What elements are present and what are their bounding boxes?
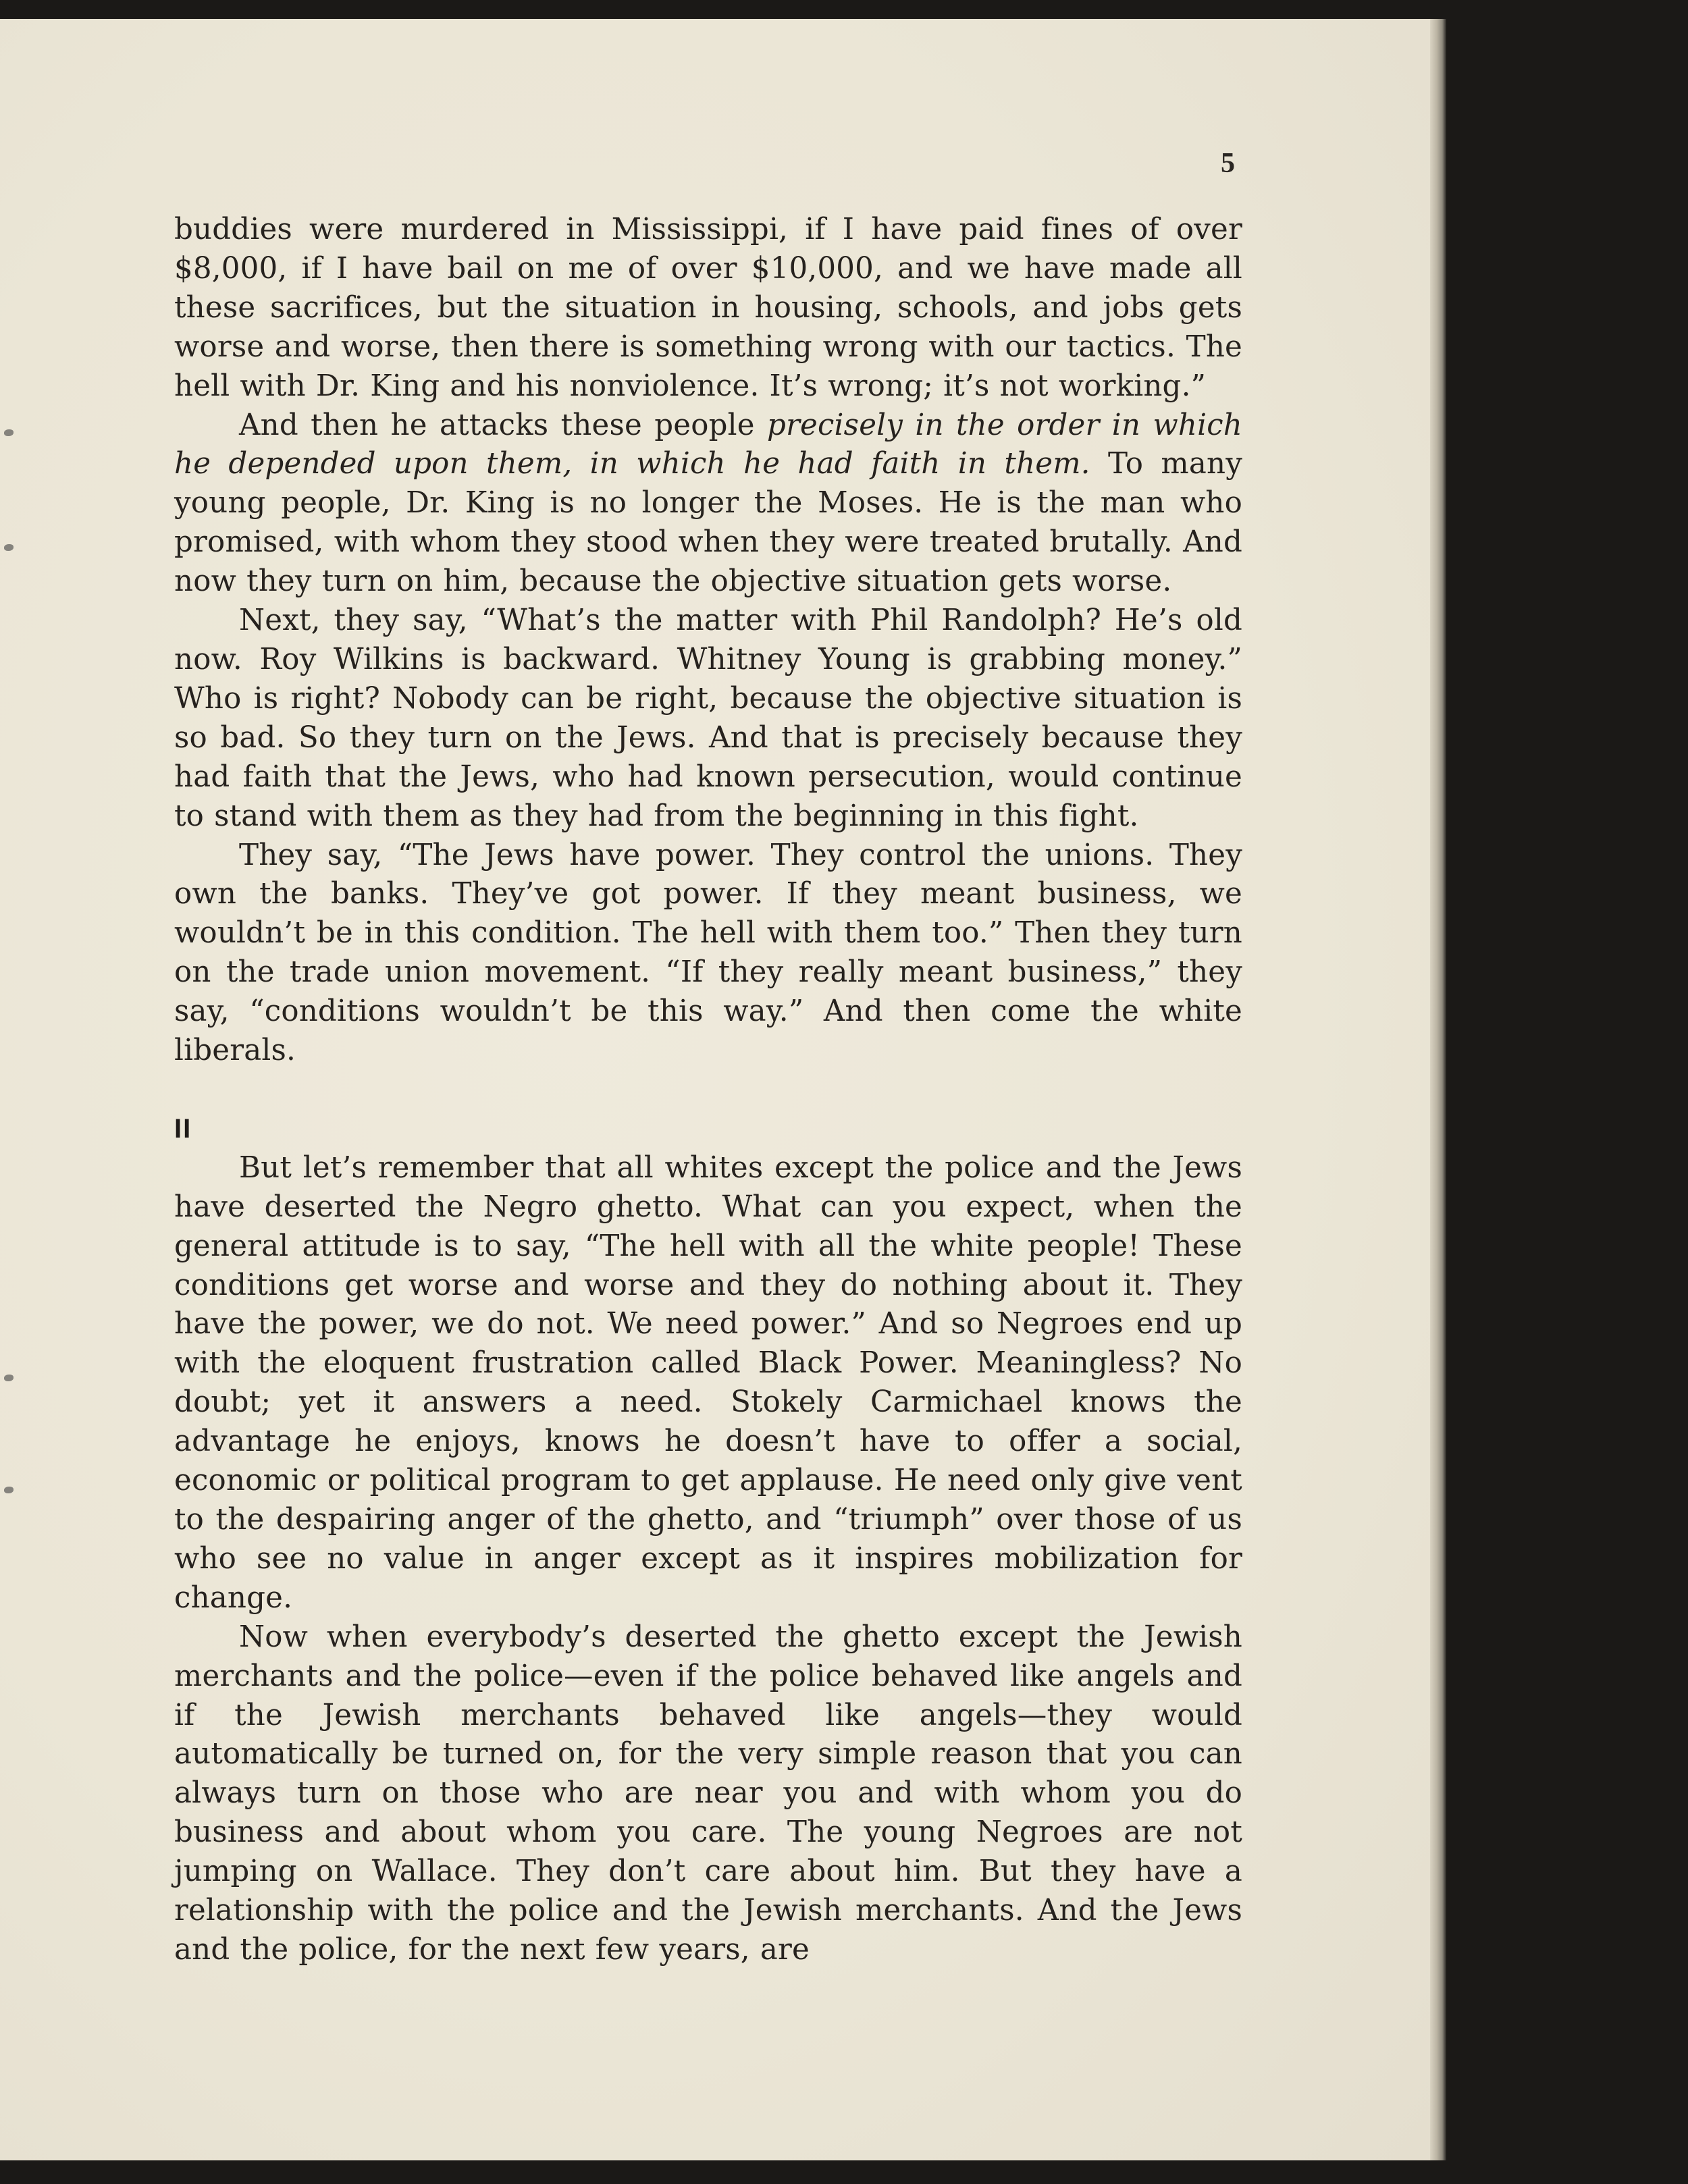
page-edge xyxy=(1430,19,1446,2160)
text-segment: To many young people, Dr. King is no longer the Moses. He is the man who promised, with whom they stood when they were treated brutally. And now they turn on him, because the objective situation gets worse. xyxy=(174,447,1243,599)
text-segment: buddies were murdered in Mississippi, if I have paid fines of over $8,000, if I have bail on me of over $10,000, and we have made all these sacrifices, but the situation in housing, schools, and jobs gets worse and worse, then there is something wrong with our tactics. The hell with Dr. King and his nonviolence. It’s wrong; it’s not working.” xyxy=(174,213,1242,403)
text-segment: And then he attacks these people xyxy=(239,408,768,442)
text-segment: But let’s remember that all whites except the police and the Jews have deserted the Negro ghetto. What can you expect, when the general attitude is to say, “The hell with all the white people! These conditions get worse and worse and they do nothing about it. They have the power, we do not. We need power.” And so Negroes end up with the eloquent frustration called Black Power. Meaningless? No doubt; yet it answers a need. Stokely Carmichael knows the advantage he enjoys, knows he doesn’t have to offer a social, economic or political program to get applause. He need only give vent to the despairing anger of the ghetto, and “triumph” over those of us who see no value in anger except as it inspires mobilization for change. xyxy=(174,1150,1242,1615)
binding-hole-mark xyxy=(4,1375,14,1381)
binding-hole-mark xyxy=(4,544,14,551)
paragraph xyxy=(174,211,1242,406)
body-text xyxy=(174,211,1242,1970)
section-heading: II xyxy=(174,1113,192,1144)
paragraph xyxy=(174,1149,1242,1618)
italic-text-segment: precisely in the order in which he depended upon them, in which he had faith in them. xyxy=(174,408,1242,481)
text-segment: They say, “The Jews have power. They control the unions. They own the banks. They’ve got power. If they meant business, we wouldn’t be in this condition. The hell with them too.” Then they turn on the trade union movement. “If they really meant business,” they say, “conditions wouldn’t be this way.” And then come the white liberals. xyxy=(174,838,1242,1068)
binding-hole-mark xyxy=(4,1487,14,1493)
page-number: 5 xyxy=(1221,148,1235,179)
paragraph xyxy=(174,836,1242,1071)
text-segment: Now when everybody’s deserted the ghetto except the Jewish merchants and the police—even if the police behaved like angels and if the Jewish merchants behaved like angels—they would automatically be turned on, for the very simple reason that you can always turn on those who are near you and with whom you do business and about whom you care. The young Negroes are not jumping on Wallace. They don’t care about him. But they have a relationship with the police and the Jewish merchants. And the Jews and the police, for the next few years, are xyxy=(174,1620,1242,1967)
paragraph xyxy=(174,1618,1242,1970)
paragraph xyxy=(174,406,1242,602)
paragraph xyxy=(174,602,1242,836)
text-segment: Next, they say, “What’s the matter with Phil Randolph? He’s old now. Roy Wilkins is backward. Whitney Young is grabbing money.” Who is right? Nobody can be right, because the objective situation is so bad. So they turn on the Jews. And that is precisely because they had faith that the Jews, who had known persecution, would continue to stand with them as they had from the beginning in this fight. xyxy=(174,604,1242,833)
binding-hole-mark xyxy=(4,429,14,436)
